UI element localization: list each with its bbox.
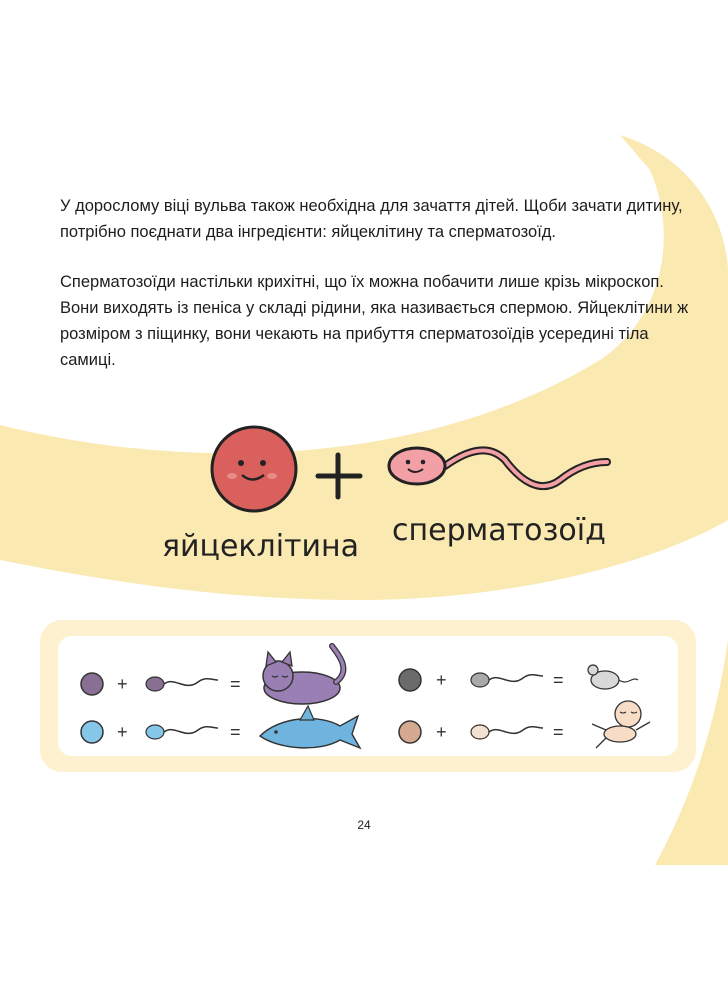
paragraph-1: У дорослому віці вульва також необхідна для зачаття дітей. Щоби зачати дитину, потрібно поєднати два інгредієнти: яйцеклітину та сперматозоїд. bbox=[60, 197, 683, 241]
equation-shark bbox=[81, 706, 360, 748]
big-plus-icon bbox=[318, 455, 360, 497]
equations-panel bbox=[40, 620, 696, 772]
sperm-small-icon bbox=[146, 725, 218, 739]
egg-gray-icon bbox=[399, 669, 421, 691]
sperm-label: сперматозоїд bbox=[392, 513, 606, 548]
big-egg-icon bbox=[212, 427, 296, 511]
equation-baby bbox=[399, 701, 650, 748]
sperm-small-icon bbox=[146, 677, 218, 691]
plus-sign: + bbox=[117, 674, 128, 694]
page-number: 24 bbox=[357, 818, 371, 832]
egg-purple-icon bbox=[81, 673, 103, 695]
egg-peach-icon bbox=[399, 721, 421, 743]
shark-icon bbox=[260, 706, 360, 748]
paragraph-2: Сперматозоїди настільки крихітні, що їх можна побачити лише крізь мікроскоп. Вони виходять із пеніса у складі рідини, яка називається спермою. Яйцеклітини ж розміром з піщинку, вони чекають на прибуття сперматозоїдів усередині тіла самиці. bbox=[60, 273, 689, 369]
equation-mouse bbox=[399, 665, 638, 691]
equals-sign: = bbox=[230, 674, 241, 694]
baby-icon bbox=[592, 701, 650, 748]
mouse-icon bbox=[588, 665, 638, 689]
equals-sign: = bbox=[553, 670, 564, 690]
egg-blue-icon bbox=[81, 721, 103, 743]
plus-sign: + bbox=[436, 670, 447, 690]
big-sperm-icon bbox=[389, 448, 607, 486]
equals-sign: = bbox=[553, 722, 564, 742]
egg-label: яйцеклітина bbox=[162, 529, 360, 564]
equations-graphic bbox=[40, 620, 696, 772]
equals-sign: = bbox=[230, 722, 241, 742]
equation-cat bbox=[81, 646, 343, 704]
sperm-small-icon bbox=[471, 673, 543, 687]
cat-icon bbox=[263, 646, 343, 704]
plus-sign: + bbox=[117, 722, 128, 742]
sperm-small-icon bbox=[471, 725, 543, 739]
plus-sign: + bbox=[436, 722, 447, 742]
